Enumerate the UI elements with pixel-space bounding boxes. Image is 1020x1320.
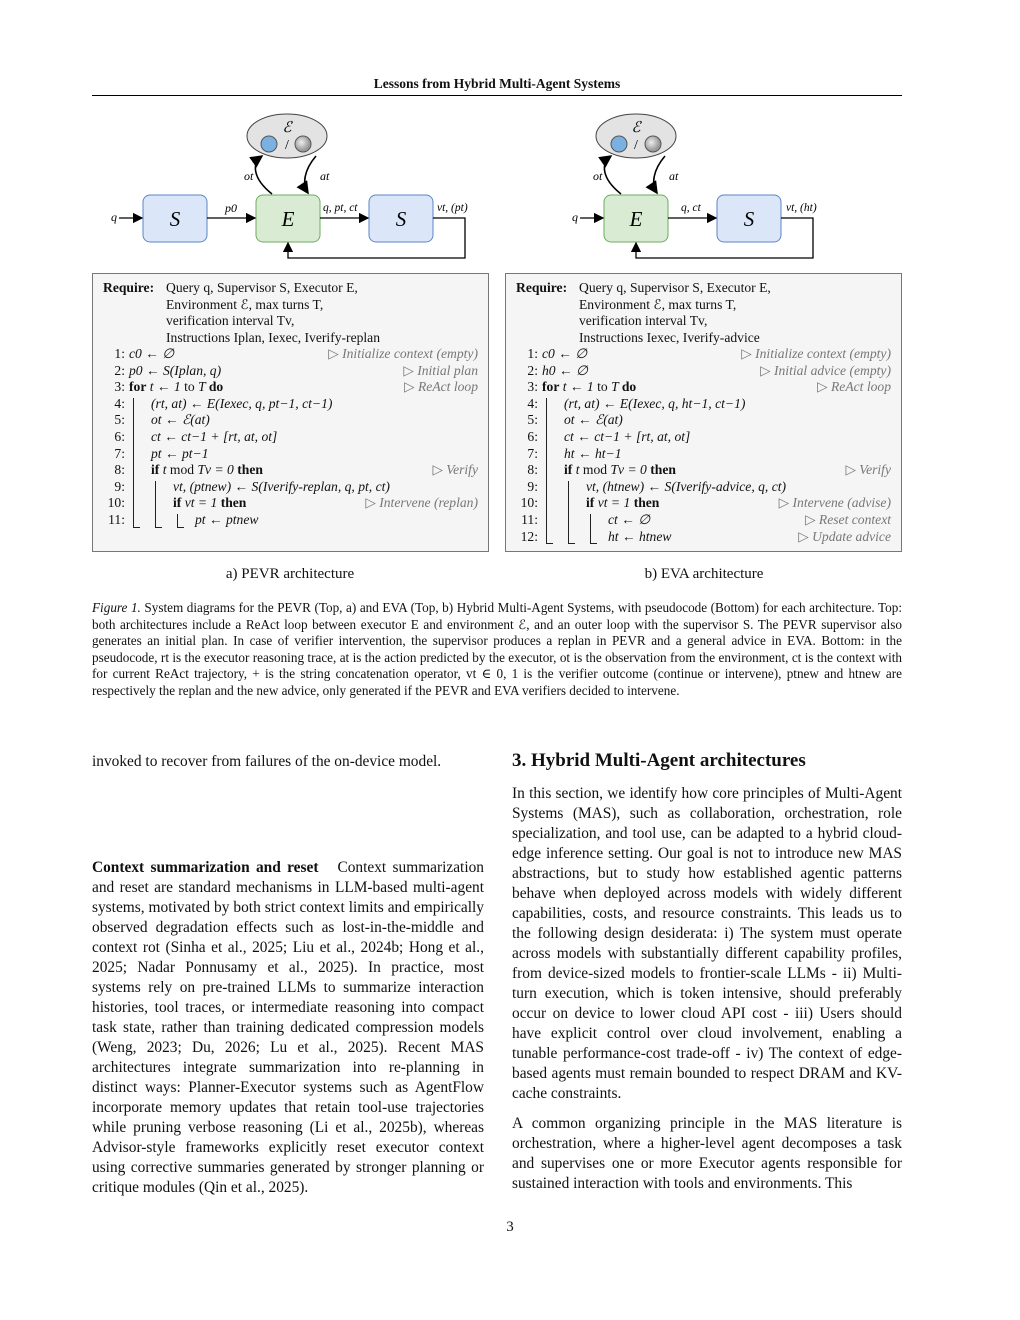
line-comment: ▷ Initialize context (empty): [741, 346, 891, 361]
line-number: 9:: [114, 478, 125, 494]
algorithm-line: [516, 479, 891, 496]
svg-text:/: /: [285, 138, 289, 153]
algorithm-line: [516, 512, 891, 529]
line-number: 9:: [527, 478, 538, 494]
line-code: h0 ← ∅: [542, 362, 588, 378]
figure-caption: [92, 600, 902, 700]
line-number: 8:: [527, 462, 538, 478]
running-header: Lessons from Hybrid Multi-Agent Systems: [373, 76, 621, 91]
line-number: 10:: [520, 495, 538, 511]
line-code: if vt = 1 then: [173, 495, 247, 511]
block-end: [133, 527, 140, 528]
svg-text:E: E: [281, 207, 295, 231]
algorithm-line: [516, 363, 891, 380]
block-end: [177, 527, 184, 528]
algorithm-line: [103, 462, 478, 479]
page-number: 3: [506, 1219, 514, 1235]
algorithm-line: [103, 396, 478, 413]
line-code: ct ← ∅: [608, 511, 651, 527]
svg-text:ot: ot: [244, 169, 254, 183]
block-end: [155, 527, 162, 528]
line-comment: ▷ Initial plan: [403, 362, 478, 378]
wikipedia-icon: [295, 136, 311, 152]
algorithm-line: [516, 462, 891, 479]
line-comment: ▷ ReAct loop: [817, 379, 891, 395]
line-code: c0 ← ∅: [129, 346, 175, 361]
line-code: pt ← ptnew: [195, 511, 259, 527]
block-bar: [568, 481, 569, 543]
eva-diagram: [505, 108, 905, 268]
subcaption-a: a) PEVR architecture: [225, 566, 355, 582]
line-number: 7:: [527, 445, 538, 461]
line-code: ht ← ht−1: [564, 445, 622, 461]
block-bar: [133, 398, 134, 527]
line-code: if t mod Tv = 0 then: [564, 462, 676, 478]
algorithm-line: [103, 495, 478, 512]
algorithm-line: [103, 412, 478, 429]
line-comment: ▷ Update advice: [798, 528, 891, 544]
algorithm-line: [103, 479, 478, 496]
line-code: ot ← ℰ(at): [151, 412, 210, 428]
line-comment: ▷ Verify: [432, 462, 478, 478]
line-code: pt ← pt−1: [151, 445, 209, 461]
algorithm-line: [516, 412, 891, 429]
paragraph-heading: Context summarization and reset: [92, 859, 319, 876]
line-number: 6:: [114, 428, 125, 444]
line-number: 4:: [527, 395, 538, 411]
left-column: [92, 752, 484, 772]
line-code: for t ← 1 to T do: [542, 379, 637, 395]
svg-text:q, pt, ct: q, pt, ct: [323, 202, 358, 214]
svg-text:S: S: [395, 207, 407, 231]
svg-text:p0: p0: [225, 201, 237, 215]
algorithm-line: [516, 379, 891, 396]
svg-text:S: S: [169, 207, 181, 231]
svg-text:S: S: [743, 207, 755, 231]
paragraph: invoked to recover from failures of the on-device model.: [92, 753, 442, 770]
line-number: 12:: [520, 528, 538, 544]
algorithm-line: [103, 429, 478, 446]
algorithm-line: [103, 379, 478, 396]
algorithm-line: [516, 429, 891, 446]
algorithm-line: [516, 346, 891, 363]
line-code: if vt = 1 then: [586, 495, 660, 511]
algorithm-line: [103, 346, 478, 363]
block-end: [568, 543, 575, 544]
paragraph: Context summarization and reset Context summarization and reset are standard mechanisms in LLM-based multi-agent systems, motivated by both strict context limits and empirically observed degradation effects such as lost-in-the-middle and context rot (Sinha et al., 2025; Liu et al., 2024b; Hong et al., 2025; Nadar Ponnusamy et al., 2025). In practice, most systems rely on pre-trained LLMs to summarize interaction histories, tool traces, or intermediate reasoning into compact task state, rather than training dedicated compression models (Weng, 2023; Du, 2026; Lu et al., 2025). Recent MAS architectures integrate summarization into re-planning in distinct ways: Planner-Executor systems such as AgentFlow incorporate memory updates that retain tool-use trajectories while pruning verbose reasoning (Li et al., 2025b), whereas Advisor-style frameworks explicitly reset executor context using corrective summaries generated by stronger planning or critique modules (Qin et al., 2025).: [92, 859, 484, 1196]
line-code: for t ← 1 to T do: [129, 379, 224, 395]
svg-text:at: at: [669, 169, 679, 183]
svg-text:q: q: [572, 210, 578, 224]
algorithm-line: [103, 363, 478, 380]
line-code: vt, (htnew) ← S(Iverify-advice, q, ct): [586, 478, 787, 494]
line-comment: ▷ Initial advice (empty): [760, 362, 891, 378]
right-column: [512, 784, 902, 1194]
paragraph: A common organizing principle in the MAS literature is orchestration, where a higher-level agent decomposes a task and supervises one or more Executor agents responsible for sustained interaction with tools and environments. This: [512, 1115, 902, 1192]
require-block: Require: Query q, Supervisor S, Executor E, Environment ℰ, max turns T, verification interval Tv, Instructions Iexec, Iverify-advice: [516, 280, 771, 345]
paragraph: In this section, we identify how core principles of Multi-Agent Systems (MAS), such as collaboration, orchestration, role specialization, and tool use, can be adapted to a hybrid cloud-edge inference setting. Our goal is not to introduce new MAS abstractions, but to study how established agentic patterns behave when deployed across models with widely different capabilities, costs, and resource constraints. This leads us to the following design desiderata: i) The system must operate across models with substantially different capability profiles, from device-sized models to frontier-scale LLMs - ii) Multi-turn execution, which is token intensive, should preferably occur on device to lower cloud API cost - iii) Users should have explicit control over cloud involvement, enabling a tunable performance-cost trade-off - iv) The context of edge-based agents must remain bounded to respect DRAM and KV-cache constraints.: [512, 785, 902, 1102]
figure-label: Figure 1.: [92, 600, 141, 615]
block-bar: [590, 514, 591, 543]
line-number: 10:: [107, 495, 125, 511]
map-icon: [261, 136, 277, 152]
line-code: ct ← ct−1 + [rt, at, ot]: [151, 428, 278, 444]
line-number: 6:: [527, 428, 538, 444]
wikipedia-icon: [645, 136, 661, 152]
svg-text:vt, (pt): vt, (pt): [437, 202, 468, 214]
line-number: 7:: [114, 445, 125, 461]
svg-text:q, ct: q, ct: [681, 202, 701, 214]
line-code: ct ← ct−1 + [rt, at, ot]: [564, 428, 691, 444]
algorithm-line: [516, 396, 891, 413]
line-number: 5:: [114, 412, 125, 428]
line-comment: ▷ Reset context: [805, 511, 891, 527]
svg-text:ℰ: ℰ: [631, 120, 641, 136]
line-number: 11:: [108, 511, 125, 527]
line-code: (rt, at) ← E(Iexec, q, pt−1, ct−1): [151, 395, 333, 411]
line-number: 11:: [521, 511, 538, 527]
svg-text:/: /: [634, 138, 638, 153]
require-block: Require: Query q, Supervisor S, Executor E, Environment ℰ, max turns T, verification interval Tv, Instructions Iplan, Iexec, Iverify-replan: [103, 280, 381, 345]
line-number: 4:: [114, 395, 125, 411]
algorithm-line: [103, 446, 478, 463]
line-number: 2:: [527, 362, 538, 378]
pevr-diagram: [92, 108, 502, 268]
line-code: ot ← ℰ(at): [564, 412, 623, 428]
left-column-section: [92, 858, 484, 1198]
line-code: c0 ← ∅: [542, 346, 588, 361]
line-code: ht ← htnew: [608, 528, 672, 544]
svg-text:q: q: [111, 210, 117, 224]
line-code: (rt, at) ← E(Iexec, q, ht−1, ct−1): [564, 395, 746, 411]
line-number: 1:: [527, 346, 538, 361]
block-bar: [177, 514, 178, 527]
line-comment: ▷ Intervene (advise): [778, 495, 891, 511]
svg-text:E: E: [629, 207, 643, 231]
line-number: 8:: [114, 462, 125, 478]
section-heading: 3. Hybrid Multi-Agent architectures: [512, 750, 806, 771]
line-comment: ▷ Intervene (replan): [365, 495, 478, 511]
algorithm-lines: [516, 346, 891, 545]
header-rule: [92, 95, 902, 96]
subcaption-b: b) EVA architecture: [644, 566, 764, 582]
line-code: p0 ← S(Iplan, q): [129, 362, 222, 378]
block-bar: [155, 481, 156, 527]
line-number: 5:: [527, 412, 538, 428]
line-code: vt, (ptnew) ← S(Iverify-replan, q, pt, ct): [173, 478, 390, 494]
environment-label: ℰ: [282, 120, 292, 136]
line-number: 3:: [527, 379, 538, 395]
line-number: 2:: [114, 362, 125, 378]
block-end: [546, 543, 553, 544]
svg-text:ot: ot: [593, 169, 603, 183]
pevr-pseudocode: [92, 273, 489, 552]
svg-text:at: at: [320, 169, 330, 183]
algorithm-line: [516, 446, 891, 463]
svg-text:vt, (ht): vt, (ht): [786, 202, 817, 214]
map-icon: [611, 136, 627, 152]
figure-caption-text: System diagrams for the PEVR (Top, a) and EVA (Top, b) Hybrid Multi-Agent Systems, with pseudocode (Bottom) for each architecture. Top: both architectures include a ReAct loop between executor E and environment ℰ, and an outer loop with the supervisor S. The PEVR supervisor also generates an initial plan. In case of verifier intervention, the supervisor produces a replan in PEVR and a general advice in EVA. Bottom: in the pseudocode, rt is the executor reasoning trace, at is the action predicted by the executor, ot is the observation from the environment, ct is the context with for current ReAct trajectory, + is the string concatenation operator, vt ∈ 0, 1 is the verifier outcome (continue or intervene), ptnew and htnew are respectively the replan and the new advice, only generated if the PEVR and EVA verifiers decided to intervene.: [92, 600, 902, 698]
line-code: if t mod Tv = 0 then: [151, 462, 263, 478]
line-number: 3:: [114, 379, 125, 395]
line-comment: ▷ ReAct loop: [404, 379, 478, 395]
algorithm-lines: [103, 346, 478, 529]
eva-pseudocode: [505, 273, 902, 552]
line-comment: ▷ Initialize context (empty): [328, 346, 478, 361]
block-end: [590, 543, 597, 544]
algorithm-line: [516, 495, 891, 512]
line-comment: ▷ Verify: [845, 462, 891, 478]
line-number: 1:: [114, 346, 125, 361]
block-bar: [546, 398, 547, 543]
